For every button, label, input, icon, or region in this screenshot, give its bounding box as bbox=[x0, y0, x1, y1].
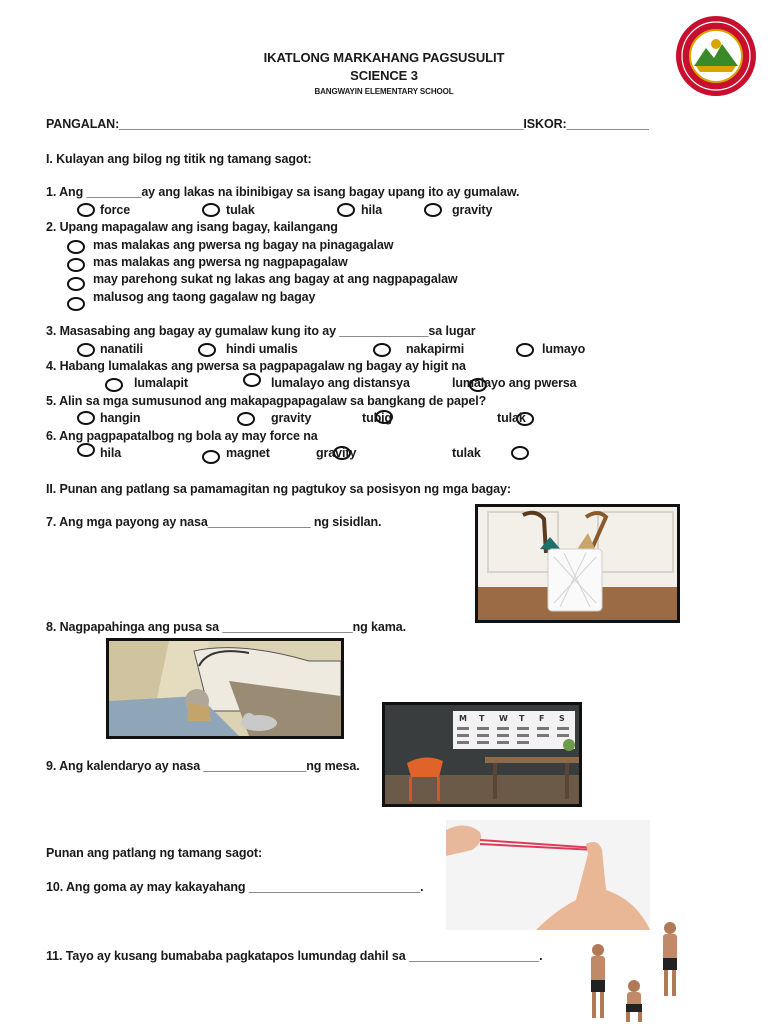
q4-option-label: lumalayo ang distansya bbox=[271, 376, 410, 390]
q6-text: 6. Ang pagpapatalbog ng bola ay may force na bbox=[46, 429, 318, 443]
q3-option-circle[interactable] bbox=[516, 343, 534, 357]
q3-option-circle[interactable] bbox=[198, 343, 216, 357]
q2-option-label: may parehong sukat ng lakas ang bagay at ang nagpapagalaw bbox=[93, 272, 458, 286]
umbrella-stand-image bbox=[475, 504, 680, 623]
q2-option-circle[interactable] bbox=[67, 277, 85, 291]
figure-crouching bbox=[626, 980, 642, 1022]
q1-text: 1. Ang ________ay ang lakas na ibinibigay sa isang bagay upang ito ay gumalaw. bbox=[46, 185, 520, 199]
q1-option-circle[interactable] bbox=[77, 203, 95, 217]
q6-option-circle[interactable] bbox=[77, 443, 95, 457]
q6-option-label: magnet bbox=[226, 446, 270, 460]
q5-option-circle[interactable] bbox=[77, 411, 95, 425]
rubber-band-image bbox=[446, 820, 650, 930]
q6-option-circle[interactable] bbox=[511, 446, 529, 460]
q1-option-label: hila bbox=[361, 203, 383, 217]
q2-option-circle[interactable] bbox=[67, 297, 85, 311]
q5-option-label: tubig bbox=[362, 411, 393, 425]
q2-option-label: malusog ang taong gagalaw ng bagay bbox=[93, 290, 316, 304]
q8-text[interactable]: 8. Nagpapahinga ang pusa sa ___________________ng kama. bbox=[46, 620, 406, 634]
q5-option-label: gravity bbox=[271, 411, 312, 425]
exam-subject: SCIENCE 3 bbox=[350, 68, 418, 83]
q5-option-circle[interactable] bbox=[237, 412, 255, 426]
q3-text: 3. Masasabing ang bagay ay gumalaw kung ito ay _____________sa lugar bbox=[46, 324, 476, 338]
q6-option-label: tulak bbox=[452, 446, 481, 460]
name-score-line[interactable]: PANGALAN:___________________________________________________________ISKOR:____________ bbox=[46, 117, 649, 131]
part3-instruction: Punan ang patlang ng tamang sagot: bbox=[46, 846, 263, 860]
q1-option-label: gravity bbox=[452, 203, 493, 217]
q3-option-circle[interactable] bbox=[77, 343, 95, 357]
q2-option-label: mas malakas ang pwersa ng bagay na pinagagalaw bbox=[93, 238, 394, 252]
q3-option-label: hindi umalis bbox=[226, 342, 298, 356]
figure-jumping bbox=[663, 922, 677, 996]
q2-option-label: mas malakas ang pwersa ng nagpapagalaw bbox=[93, 255, 348, 269]
figure-standing bbox=[591, 944, 605, 1018]
q7-text[interactable]: 7. Ang mga payong ay nasa_______________ ng sisidlan. bbox=[46, 515, 382, 529]
q1-option-circle[interactable] bbox=[202, 203, 220, 217]
q10-text[interactable]: 10. Ang goma ay may kakayahang _________________________. bbox=[46, 880, 424, 894]
q3-option-label: lumayo bbox=[542, 342, 586, 356]
q2-option-circle[interactable] bbox=[67, 258, 85, 272]
q4-option-label: lumalapit bbox=[134, 376, 188, 390]
q6-option-label: hila bbox=[100, 446, 122, 460]
q4-option-label: lumalayo ang pwersa bbox=[452, 376, 577, 390]
q1-option-label: tulak bbox=[226, 203, 255, 217]
q5-option-label: tulak bbox=[497, 411, 526, 425]
q11-text[interactable]: 11. Tayo ay kusang bumababa pagkatapos lumundag dahil sa ___________________. bbox=[46, 949, 543, 963]
q2-text: 2. Upang mapagalaw ang isang bagay, kailangang bbox=[46, 220, 338, 234]
q5-text: 5. Alin sa mga sumusunod ang makapagpapagalaw sa bangkang de papel? bbox=[46, 394, 487, 408]
q3-option-label: nanatili bbox=[100, 342, 143, 356]
q4-option-circle[interactable] bbox=[243, 373, 261, 387]
jumping-figures-image bbox=[578, 918, 688, 1024]
calendar-day-label: W bbox=[499, 714, 508, 723]
calendar-day-label: T bbox=[519, 714, 525, 723]
q4-text: 4. Habang lumalakas ang pwersa sa pagpapagalaw ng bagay ay higit na bbox=[46, 359, 466, 373]
cat-under-bed-image bbox=[106, 638, 344, 739]
calendar-day-label: T bbox=[479, 714, 485, 723]
exam-title: IKATLONG MARKAHANG PAGSUSULIT bbox=[263, 50, 505, 65]
calendar-day-label: M bbox=[459, 714, 467, 723]
calendar-table-image bbox=[382, 702, 582, 807]
school-name: BANGWAYIN ELEMENTARY SCHOOL bbox=[314, 87, 454, 96]
q1-option-circle[interactable] bbox=[337, 203, 355, 217]
q6-option-circle[interactable] bbox=[202, 450, 220, 464]
q1-option-circle[interactable] bbox=[424, 203, 442, 217]
calendar-day-label: S bbox=[559, 714, 565, 723]
q3-option-circle[interactable] bbox=[373, 343, 391, 357]
q3-option-label: nakapirmi bbox=[406, 342, 465, 356]
q5-option-label: hangin bbox=[100, 411, 141, 425]
q1-option-label: force bbox=[100, 203, 131, 217]
part2-instruction: II. Punan ang patlang sa pamamagitan ng pagtukoy sa posisyon ng mga bagay: bbox=[46, 482, 511, 496]
q6-option-label: gravity bbox=[316, 446, 357, 460]
part1-instruction: I. Kulayan ang bilog ng titik ng tamang sagot: bbox=[46, 152, 312, 166]
calendar-day-label: F bbox=[539, 714, 545, 723]
q4-option-circle[interactable] bbox=[105, 378, 123, 392]
q9-text[interactable]: 9. Ang kalendaryo ay nasa _______________ng mesa. bbox=[46, 759, 360, 773]
q2-option-circle[interactable] bbox=[67, 240, 85, 254]
